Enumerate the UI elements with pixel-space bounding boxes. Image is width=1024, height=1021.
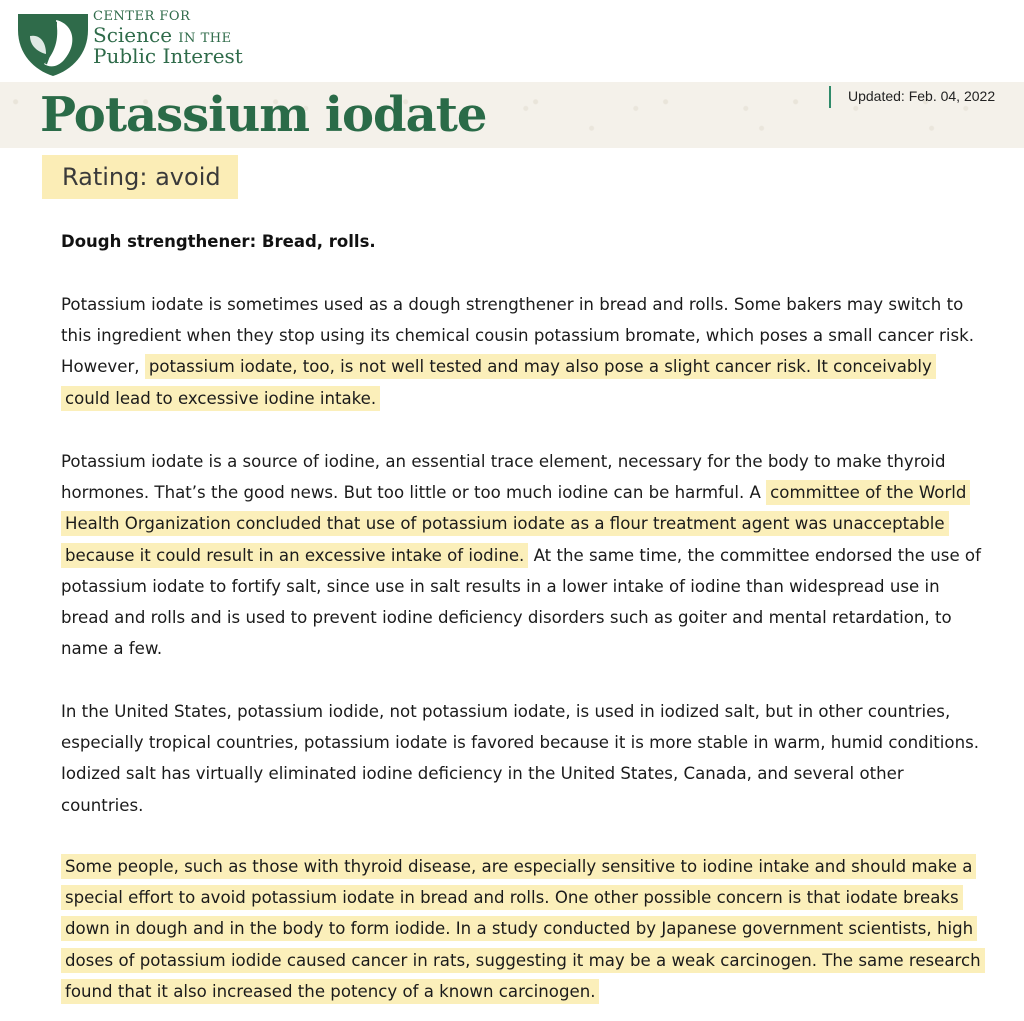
cspi-leaf-logo-icon[interactable]: [16, 10, 90, 78]
updated-divider: [829, 86, 831, 108]
logo-line-2-science: Science: [93, 23, 173, 47]
rating-badge: Rating: avoid: [42, 155, 238, 199]
paragraph-4-highlight: Some people, such as those with thyroid disease, are especially sensitive to iodine intake and should make a special effort to avoid potassium iodate in bread and rolls. One other possible concern is that iodate breaks down in dough and in the body to form iodide. In a study conducted by Japanese government scientists, high doses of potassium iodide caused cancer in rats, suggesting it may be a weak carcinogen. The same research found that it also increased the potency of a known carcinogen.: [61, 854, 985, 1004]
site-header: [0, 0, 1024, 82]
paragraph-3: [61, 696, 981, 821]
paragraph-3-text: In the United States, potassium iodide, not potassium iodate, is used in iodized salt, but in other countries, especially tropical countries, potassium iodate is favored because it is more stable in warm, humid conditions. Iodized salt has virtually eliminated iodine deficiency in the United States, Canada, and several other countries.: [61, 702, 980, 815]
logo-line-1: CENTER FOR: [93, 9, 191, 24]
updated-date: Updated: Feb. 04, 2022: [848, 88, 996, 104]
page-title: Potassium iodate: [40, 87, 487, 143]
paragraph-2-text-start: Potassium iodate is a source of iodine, an essential trace element, necessary for the body to make thyroid hormones. That’s the good news. But too little or too much iodine can be harmful. A: [61, 452, 946, 503]
logo-line-3: Public Interest: [93, 44, 243, 68]
paragraph-1: [61, 289, 981, 414]
paragraph-2-highlight: committee of the World Health Organization concluded that use of potassium iodate as a flour treatment agent was unacceptable because it could result in an excessive intake of iodine.: [61, 480, 970, 567]
paragraph-2-text-end: At the same time, the committee endorsed the use of potassium iodate to fortify salt, since use in salt results in a lower intake of iodine than widespread use in bread and rolls and is used to prevent iodine deficiency disorders such as goiter and mental retardation, to name a few.: [61, 545, 981, 659]
logo-line-2-in-the: IN THE: [178, 31, 232, 46]
paragraph-2: [61, 446, 981, 664]
usage-subheading: Dough strengthener: Bread, rolls.: [61, 232, 376, 251]
paragraph-4: [61, 851, 981, 1007]
cspi-logo-wordmark[interactable]: [93, 10, 243, 66]
logo-line-2: [93, 25, 243, 45]
paragraph-1-highlight: potassium iodate, too, is not well tested and may also pose a slight cancer risk. It conceivably could lead to excessive iodine intake.: [61, 354, 936, 410]
paragraph-1-text: Potassium iodate is sometimes used as a dough strengthener in bread and rolls. Some bakers may switch to this ingredient when they stop using its chemical cousin potassium bromate, which poses a small cancer risk. However,: [61, 295, 974, 377]
